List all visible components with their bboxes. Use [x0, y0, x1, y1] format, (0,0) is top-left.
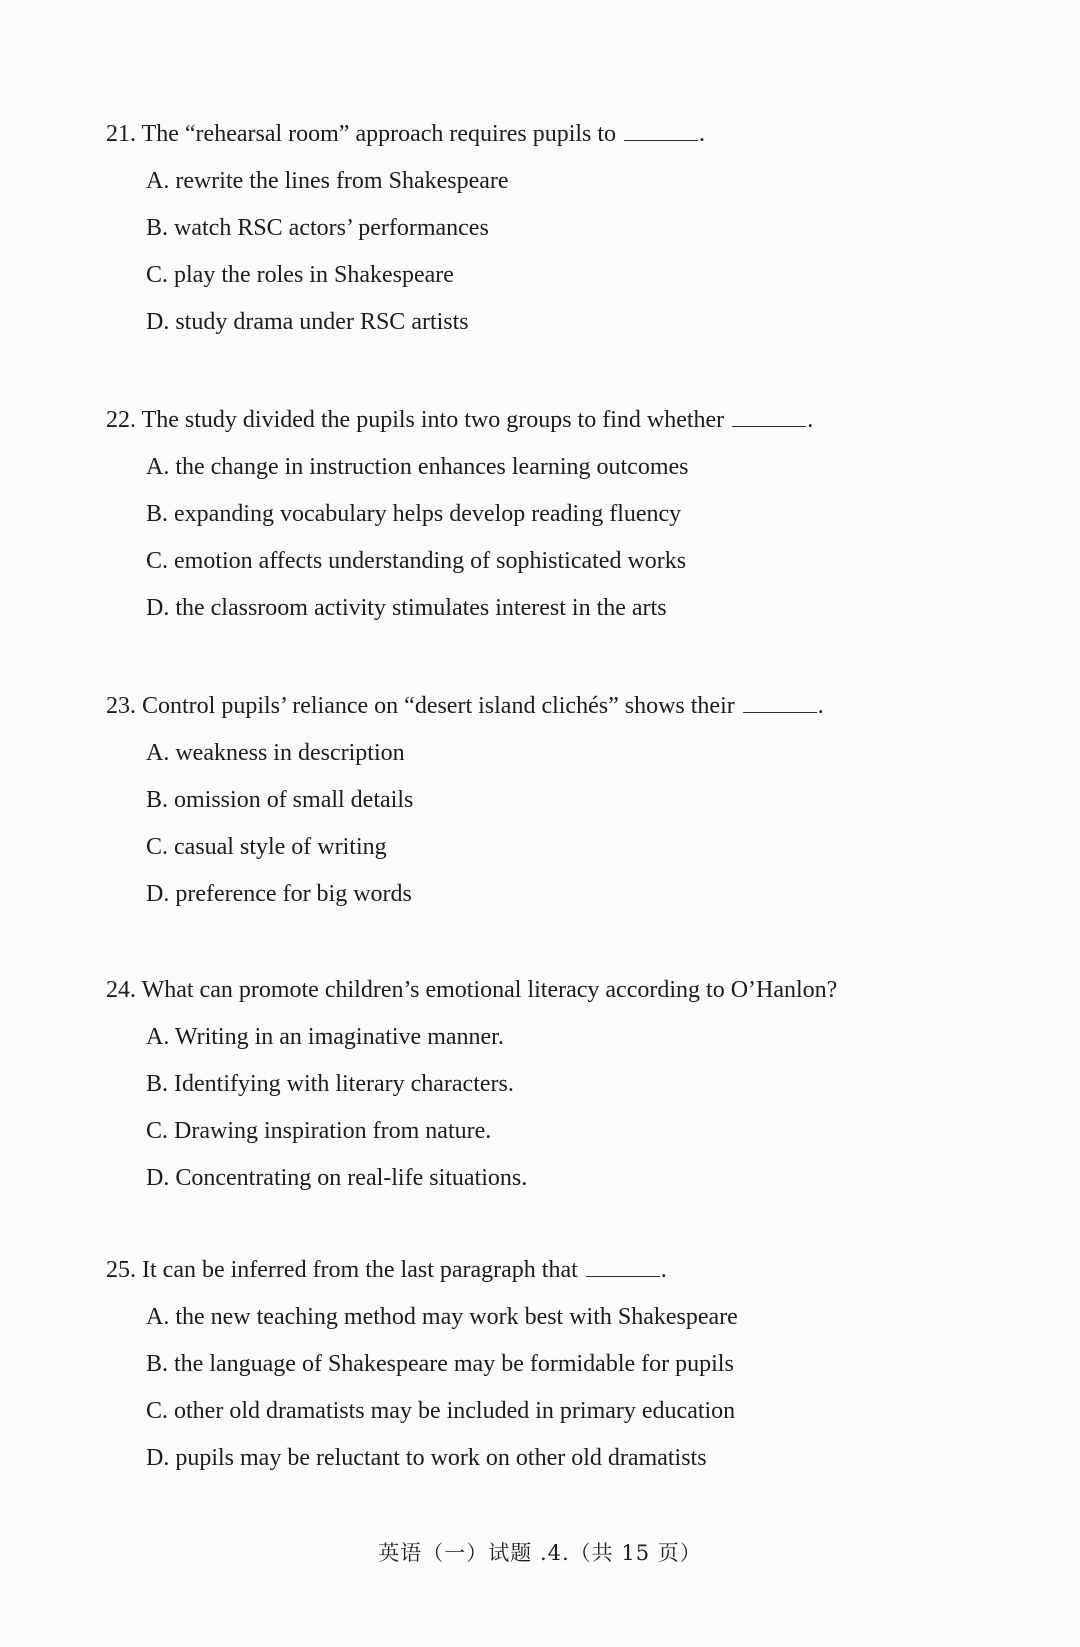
question-stem — [106, 974, 1006, 1006]
question-stem: 23. Control pupils’ reliance on “desert island clichés” shows their . — [106, 693, 824, 719]
answer-blank — [732, 406, 806, 427]
question-number: 24. — [106, 977, 136, 1003]
question-number: 22. — [106, 407, 136, 433]
answer-blank — [586, 1256, 660, 1277]
option-d: D. pupils may be reluctant to work on other old dramatists — [146, 1445, 707, 1471]
option-c: C. emotion affects understanding of sophisticated works — [146, 548, 687, 574]
option-b: B. omission of small details — [146, 787, 414, 813]
option-a: A. weakness in description — [146, 740, 405, 766]
question-22 — [106, 404, 1006, 624]
option-c: C. play the roles in Shakespeare — [146, 262, 454, 288]
option-a: A. the new teaching method may work best with Shakespeare — [146, 1304, 738, 1330]
question-text: It can be inferred from the last paragraph that — [142, 1257, 578, 1283]
option-d: D. the classroom activity stimulates interest in the arts — [146, 595, 667, 621]
question-23 — [106, 690, 1006, 910]
option-c: C. casual style of writing — [146, 834, 387, 860]
page-footer: 英语（一）试题 .4.（共 15 页） — [378, 1541, 702, 1565]
option-a: A. the change in instruction enhances learning outcomes — [146, 454, 689, 480]
option-d: D. Concentrating on real-life situations. — [146, 1165, 528, 1191]
option-a: A. rewrite the lines from Shakespeare — [146, 168, 509, 194]
option-c: C. other old dramatists may be included in primary education — [146, 1398, 736, 1424]
question-number: 25. — [106, 1257, 136, 1283]
question-stem: 22. The study divided the pupils into two groups to find whether . — [106, 407, 814, 433]
question-text: The “rehearsal room” approach requires pupils to — [141, 121, 617, 147]
question-stem: 25. It can be inferred from the last paragraph that . — [106, 1257, 667, 1283]
option-d: D. preference for big words — [146, 881, 412, 907]
question-number: 21. — [106, 121, 136, 147]
question-stem: 21. The “rehearsal room” approach requires pupils to . — [106, 121, 706, 147]
option-c: C. Drawing inspiration from nature. — [146, 1118, 492, 1144]
question-text: The study divided the pupils into two groups to find whether — [141, 407, 725, 433]
option-a: A. Writing in an imaginative manner. — [146, 1024, 504, 1050]
question-text: What can promote children’s emotional literacy according to O’Hanlon? — [141, 977, 838, 1003]
option-b: B. the language of Shakespeare may be formidable for pupils — [146, 1351, 734, 1377]
answer-blank — [743, 692, 817, 713]
question-25 — [106, 1254, 1006, 1474]
question-number: 23. — [106, 693, 136, 719]
option-d: D. study drama under RSC artists — [146, 309, 469, 335]
question-text: Control pupils’ reliance on “desert island clichés” shows their — [142, 693, 735, 719]
question-24 — [106, 974, 1006, 1194]
question-21 — [106, 118, 1006, 338]
option-b: B. Identifying with literary characters. — [146, 1071, 514, 1097]
option-b: B. watch RSC actors’ performances — [146, 215, 489, 241]
option-b: B. expanding vocabulary helps develop reading fluency — [146, 501, 682, 527]
answer-blank — [624, 120, 698, 141]
